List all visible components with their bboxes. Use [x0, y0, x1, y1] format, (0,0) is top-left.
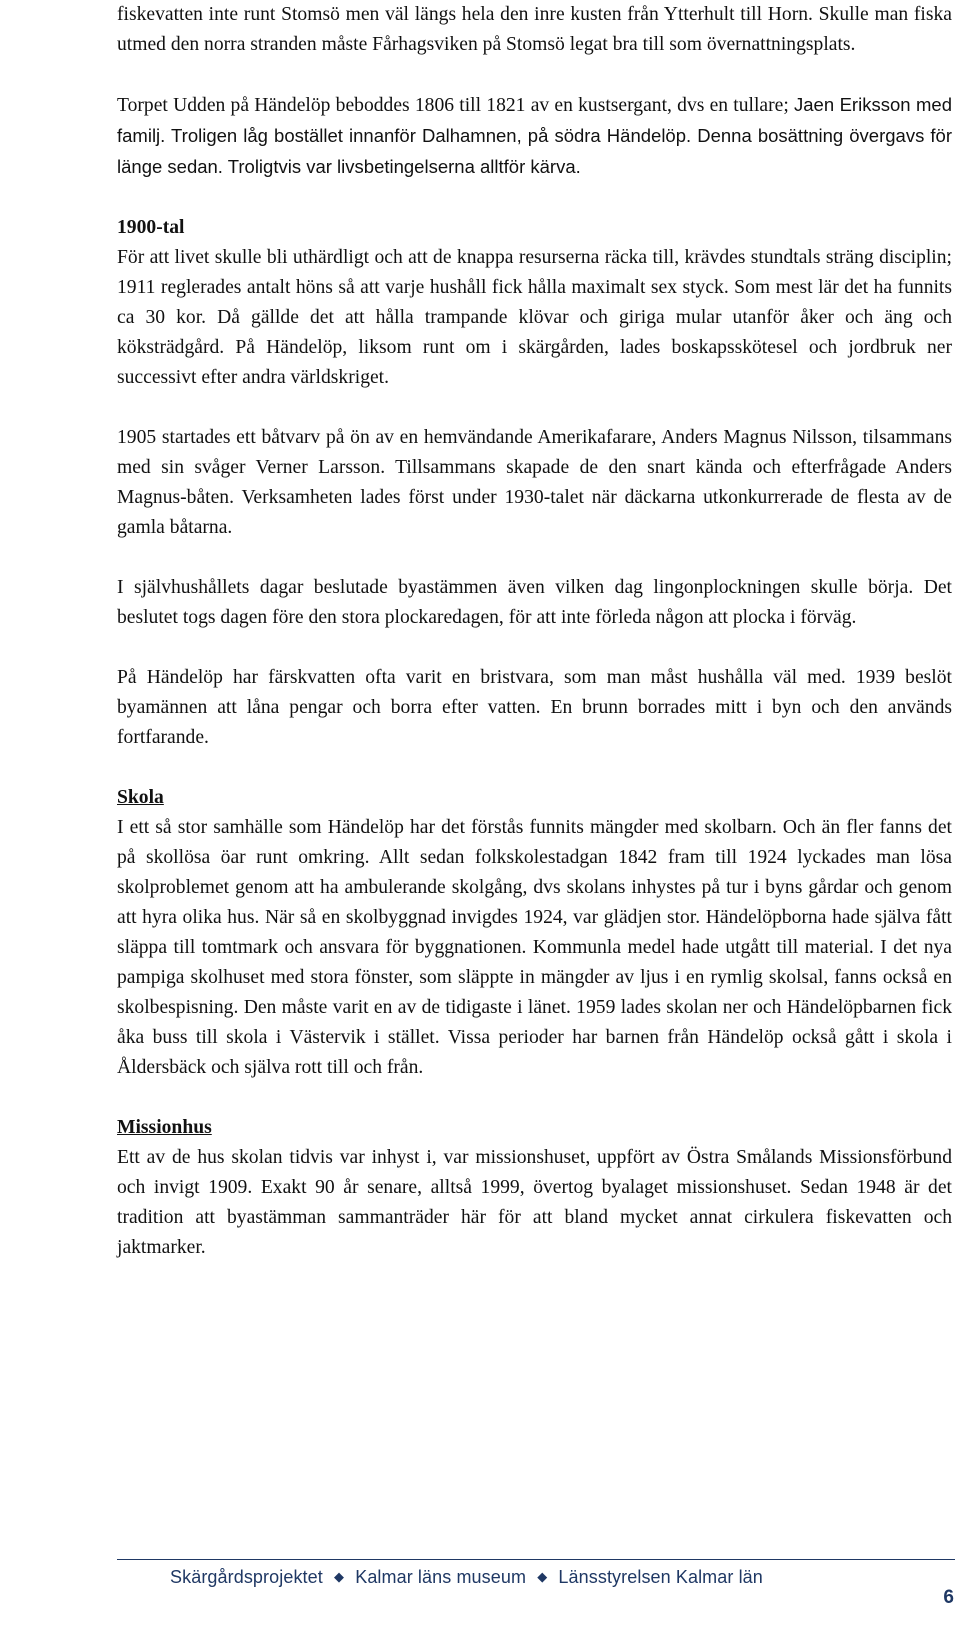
- footer-rule: [117, 1559, 955, 1560]
- paragraph-intro-continuation: fiskevatten inte runt Stomsö men väl längs hela den inre kusten från Ytterhult till Horn. Skulle man fiska utmed den norra stranden måste Fårhagsviken på Stomsö legat bra till som övernattningsplats.: [117, 4, 952, 55]
- paragraph-torpet-udden-part2: Jaen Eriksson med familj. Troligen låg bostället innanför Dalhamnen, på södra Händelöp. Denna bosättning övergavs för länge sedan. Troligtvis var livsbetingelserna alltför kärva.: [117, 94, 952, 177]
- paragraph-farskvatten: På Händelöp har färskvatten ofta varit en bristvara, som man måst hushålla väl med. 1939 beslöt byamännen att låna pengar och borra efter vatten. En brunn borrades mitt i byn och den används fortfarande.: [117, 667, 952, 748]
- paragraph-lingon: I självhushållets dagar beslutade byastämmen även vilken dag lingonplockningen skulle börja. Det beslutet togs dagen före den stora plockaredagen, för att inte förleda någon att plocka i förväg.: [117, 577, 952, 628]
- paragraph-discipline: För att livet skulle bli uthärdligt och att de knappa resurserna räcka till, krävdes stundtals sträng disciplin; 1911 reglerades antalt höns så att varje hushåll fick hålla maximalt sex styck. Som mest lär det ha funnits ca 30 kor. Då gällde det att hålla trampande klövar och giriga mular utanför åker och äng och köksträdgård. På Händelöp, liksom runt om i skärgården, lades boskapsskötesel och jordbruk ner successivt efter andra världskriget.: [117, 247, 952, 388]
- heading-missionhus: Missionhus: [117, 1117, 212, 1138]
- page-number: 6: [943, 1587, 954, 1608]
- heading-skola: Skola: [117, 787, 164, 808]
- diamond-icon: ◆: [537, 1569, 548, 1584]
- heading-1900-tal: 1900-tal: [117, 217, 185, 238]
- paragraph-torpet-udden: [117, 90, 952, 183]
- footer: [170, 1567, 763, 1588]
- footer-item-lansstyrelsen: Länsstyrelsen Kalmar län: [558, 1567, 763, 1587]
- paragraph-missionhus: Ett av de hus skolan tidvis var inhyst i, var missionshuset, uppfört av Östra Smålands Missionsförbund och invigt 1909. Exakt 90 år senare, alltså 1999, övertog byalaget missionshuset. Sedan 1948 är det tradition att byastämman sammanträder här för att bland mycket annat cirkulera fiskevatten och jaktmarker.: [117, 1147, 952, 1258]
- paragraph-torpet-udden-part1: Torpet Udden på Händelöp beboddes 1806 till 1821 av en kustsergant, dvs en tullare;: [117, 95, 795, 116]
- footer-item-kalmar-lans-museum: Kalmar läns museum: [355, 1567, 527, 1587]
- paragraph-skola: I ett så stor samhälle som Händelöp har det förstås funnits mängder med skolbarn. Och än fler fanns det på skollösa öar runt omkring. Allt sedan folkskolestadgan 1842 fram till 1924 lyckades man lösa skolproblemet genom att ha ambulerande skolgång, dvs skolans inhystes på tur i byns gårdar och genom att hyra olika hus. När så en skolbyggnad invigdes 1924, var glädjen stor. Händelöpborna hade själva fått släppa till tomtmark och ansvara för byggnationen. Kommunla medel hade utgått till material. I det nya pampiga skolhuset med stora fönster, som släppte in mängder av ljus i en rymlig skolsal, fanns också en skolbespisning. Den måste varit en av de tidigaste i länet. 1959 lades skolan ner och Händelöpbarnen fick åka buss till skola i Västervik i stället. Vissa perioder har barnen från Händelöp också gått i skola i Åldersbäck och själva rott till och från.: [117, 817, 952, 1078]
- diamond-icon: ◆: [334, 1569, 345, 1584]
- footer-item-skargardsprojektet: Skärgårdsprojektet: [170, 1567, 323, 1587]
- body-text: [117, 0, 952, 1263]
- paragraph-batvarv: 1905 startades ett båtvarv på ön av en hemvändande Amerikafarare, Anders Magnus Nilsson, tilsammans med sin svåger Verner Larsson. Tillsammans skapade de den snart kända och efterfrågade Anders Magnus-båten. Verksamheten lades först under 1930-talet när däckarna utkonkurrerade de flesta av de gamla båtarna.: [117, 427, 952, 538]
